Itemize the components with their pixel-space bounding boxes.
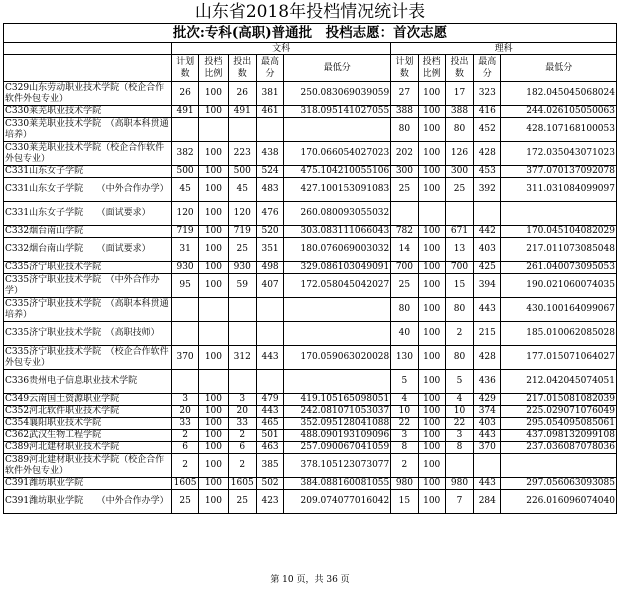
wenke-ratio-cell: [199, 298, 228, 322]
header-blank-2: [4, 55, 172, 82]
table-row: [4, 394, 617, 406]
wenke-plan-cell: 31: [171, 238, 198, 262]
like-admitted-cell: 25: [445, 178, 473, 202]
like-min-cell: [501, 202, 617, 226]
institution-name: C332烟台南山学院 （面试要求）: [4, 238, 172, 262]
wenke-min-cell: 378.105123073077: [284, 454, 391, 478]
col-header-admitted: 投出数: [445, 55, 473, 82]
wenke-admitted-cell: 312: [228, 346, 256, 370]
wenke-max-cell: [256, 298, 283, 322]
like-plan-cell: 10: [391, 406, 418, 418]
wenke-admitted-cell: 26: [228, 82, 256, 106]
wenke-plan-cell: 491: [171, 106, 198, 118]
institution-name: C331山东女子学院: [4, 166, 172, 178]
wenke-admitted-cell: 20: [228, 406, 256, 418]
like-max-cell: 284: [474, 490, 501, 514]
institution-name: C332烟台南山学院: [4, 226, 172, 238]
like-ratio-cell: 100: [418, 166, 445, 178]
wenke-admitted-cell: 45: [228, 178, 256, 202]
wenke-plan-cell: 45: [171, 178, 198, 202]
wenke-min-cell: 260.080093055032: [284, 202, 391, 226]
like-min-cell: 311.031084099097: [501, 178, 617, 202]
table-row: [4, 442, 617, 454]
wenke-min-cell: 419.105165098051: [284, 394, 391, 406]
like-max-cell: 425: [474, 262, 501, 274]
wenke-ratio-cell: [199, 370, 228, 394]
wenke-max-cell: 483: [256, 178, 283, 202]
like-min-cell: 377.070137092078: [501, 166, 617, 178]
header-blank: [4, 43, 172, 55]
wenke-max-cell: [256, 118, 283, 142]
like-min-cell: 295.054095085061: [501, 418, 617, 430]
wenke-ratio-cell: 100: [199, 202, 228, 226]
like-plan-cell: 4: [391, 394, 418, 406]
institution-name: C330莱芜职业技术学院（校企合作软件外包专业）: [4, 142, 172, 166]
institution-name: C335济宁职业技术学院: [4, 262, 172, 274]
like-plan-cell: 300: [391, 166, 418, 178]
wenke-ratio-cell: [199, 118, 228, 142]
like-plan-cell: 22: [391, 418, 418, 430]
wenke-admitted-cell: 2: [228, 430, 256, 442]
wenke-ratio-cell: 100: [199, 454, 228, 478]
like-plan-cell: 782: [391, 226, 418, 238]
wenke-admitted-cell: [228, 322, 256, 346]
wenke-plan-cell: 500: [171, 166, 198, 178]
institution-name: C389河北建材职业技术学院（校企合作软件外包专业）: [4, 454, 172, 478]
like-admitted-cell: 700: [445, 262, 473, 274]
like-plan-cell: 5: [391, 370, 418, 394]
like-min-cell: 217.015081082039: [501, 394, 617, 406]
wenke-ratio-cell: 100: [199, 346, 228, 370]
wenke-plan-cell: 26: [171, 82, 198, 106]
wenke-max-cell: 463: [256, 442, 283, 454]
like-admitted-cell: 671: [445, 226, 473, 238]
like-ratio-cell: 100: [418, 118, 445, 142]
like-admitted-cell: 300: [445, 166, 473, 178]
wenke-plan-cell: 370: [171, 346, 198, 370]
wenke-ratio-cell: 100: [199, 478, 228, 490]
wenke-plan-cell: 33: [171, 418, 198, 430]
wenke-plan-cell: 2: [171, 430, 198, 442]
table-row: [4, 178, 617, 202]
like-ratio-cell: 100: [418, 274, 445, 298]
wenke-ratio-cell: 100: [199, 142, 228, 166]
table-row: [4, 226, 617, 238]
wenke-min-cell: 170.066054027023: [284, 142, 391, 166]
wenke-admitted-cell: [228, 118, 256, 142]
institution-name: C391潍坊职业学院: [4, 478, 172, 490]
institution-name: C335济宁职业技术学院 （高职本科贯通培养）: [4, 298, 172, 322]
table-row: [4, 298, 617, 322]
group-header-like: 理科: [391, 43, 617, 55]
like-admitted-cell: 4: [445, 394, 473, 406]
wenke-max-cell: 498: [256, 262, 283, 274]
like-min-cell: [501, 454, 617, 478]
institution-name: C362武汉生物工程学院: [4, 430, 172, 442]
like-min-cell: 217.011073085048: [501, 238, 617, 262]
wenke-max-cell: 520: [256, 226, 283, 238]
col-header-plan: 计划数: [391, 55, 418, 82]
like-admitted-cell: 80: [445, 298, 473, 322]
wenke-plan-cell: [171, 322, 198, 346]
wenke-admitted-cell: 2: [228, 454, 256, 478]
wenke-max-cell: 479: [256, 394, 283, 406]
wenke-max-cell: 524: [256, 166, 283, 178]
wenke-plan-cell: 930: [171, 262, 198, 274]
wenke-min-cell: 170.059063020028: [284, 346, 391, 370]
wenke-ratio-cell: 100: [199, 490, 228, 514]
wenke-ratio-cell: 100: [199, 178, 228, 202]
wenke-max-cell: 476: [256, 202, 283, 226]
like-admitted-cell: 22: [445, 418, 473, 430]
like-plan-cell: 8: [391, 442, 418, 454]
wenke-min-cell: 488.090193109096: [284, 430, 391, 442]
like-plan-cell: 202: [391, 142, 418, 166]
like-admitted-cell: 80: [445, 346, 473, 370]
like-ratio-cell: 100: [418, 394, 445, 406]
wenke-max-cell: [256, 370, 283, 394]
like-ratio-cell: 100: [418, 430, 445, 442]
wenke-admitted-cell: 120: [228, 202, 256, 226]
wenke-ratio-cell: 100: [199, 430, 228, 442]
wenke-min-cell: 180.076069003032: [284, 238, 391, 262]
wenke-ratio-cell: 100: [199, 166, 228, 178]
wenke-plan-cell: 1605: [171, 478, 198, 490]
like-ratio-cell: 100: [418, 262, 445, 274]
table-row: [4, 322, 617, 346]
like-ratio-cell: 100: [418, 142, 445, 166]
like-ratio-cell: 100: [418, 322, 445, 346]
like-min-cell: 237.036087078036: [501, 442, 617, 454]
like-admitted-cell: 80: [445, 118, 473, 142]
institution-name: C331山东女子学院 （面试要求）: [4, 202, 172, 226]
like-max-cell: 394: [474, 274, 501, 298]
col-header-max: 最高分: [256, 55, 283, 82]
page-title: 山东省2018年投档情况统计表: [194, 2, 426, 22]
like-ratio-cell: 100: [418, 82, 445, 106]
like-max-cell: 323: [474, 82, 501, 106]
like-max-cell: 370: [474, 442, 501, 454]
like-admitted-cell: 7: [445, 490, 473, 514]
wenke-max-cell: [256, 322, 283, 346]
like-max-cell: 436: [474, 370, 501, 394]
group-header-wenke: 文科: [171, 43, 390, 55]
wenke-min-cell: 250.083069039059: [284, 82, 391, 106]
like-plan-cell: 80: [391, 298, 418, 322]
institution-name: C335济宁职业技术学院 （中外合作办学）: [4, 274, 172, 298]
like-min-cell: 244.026105050063: [501, 106, 617, 118]
wenke-max-cell: 438: [256, 142, 283, 166]
institution-name: C335济宁职业技术学院 （高职技师）: [4, 322, 172, 346]
wenke-ratio-cell: 100: [199, 394, 228, 406]
wenke-plan-cell: [171, 298, 198, 322]
like-ratio-cell: 100: [418, 454, 445, 478]
like-ratio-cell: 100: [418, 226, 445, 238]
col-header-plan: 计划数: [171, 55, 198, 82]
table-row: [4, 202, 617, 226]
wenke-admitted-cell: 500: [228, 166, 256, 178]
wenke-plan-cell: 382: [171, 142, 198, 166]
wenke-ratio-cell: 100: [199, 262, 228, 274]
institution-name: C330莱芜职业技术学院: [4, 106, 172, 118]
wenke-ratio-cell: 100: [199, 82, 228, 106]
like-admitted-cell: 980: [445, 478, 473, 490]
wenke-min-cell: [284, 298, 391, 322]
col-header-ratio: 投档比例: [418, 55, 445, 82]
wenke-admitted-cell: 3: [228, 394, 256, 406]
wenke-ratio-cell: 100: [199, 406, 228, 418]
like-min-cell: 437.098132099108: [501, 430, 617, 442]
wenke-admitted-cell: 223: [228, 142, 256, 166]
wenke-admitted-cell: 491: [228, 106, 256, 118]
like-ratio-cell: 100: [418, 406, 445, 418]
like-plan-cell: 700: [391, 262, 418, 274]
like-max-cell: [474, 202, 501, 226]
like-admitted-cell: 10: [445, 406, 473, 418]
table-row: [4, 346, 617, 370]
like-max-cell: 215: [474, 322, 501, 346]
wenke-plan-cell: 2: [171, 454, 198, 478]
wenke-min-cell: 427.100153091083: [284, 178, 391, 202]
wenke-max-cell: 502: [256, 478, 283, 490]
like-admitted-cell: 17: [445, 82, 473, 106]
wenke-max-cell: 423: [256, 490, 283, 514]
wenke-plan-cell: 25: [171, 490, 198, 514]
wenke-ratio-cell: 100: [199, 238, 228, 262]
wenke-min-cell: [284, 322, 391, 346]
like-min-cell: 430.100164099067: [501, 298, 617, 322]
wenke-min-cell: 352.095128041088: [284, 418, 391, 430]
like-plan-cell: 15: [391, 490, 418, 514]
like-min-cell: 225.029071076049: [501, 406, 617, 418]
like-max-cell: 428: [474, 142, 501, 166]
wenke-max-cell: 501: [256, 430, 283, 442]
wenke-plan-cell: 6: [171, 442, 198, 454]
like-min-cell: 172.035043071023: [501, 142, 617, 166]
wenke-admitted-cell: 25: [228, 490, 256, 514]
like-admitted-cell: [445, 454, 473, 478]
like-admitted-cell: 388: [445, 106, 473, 118]
wenke-max-cell: 443: [256, 406, 283, 418]
wenke-admitted-cell: 930: [228, 262, 256, 274]
institution-name: C354襄阳职业技术学院: [4, 418, 172, 430]
wenke-ratio-cell: 100: [199, 274, 228, 298]
like-ratio-cell: 100: [418, 442, 445, 454]
like-min-cell: 428.107168100053: [501, 118, 617, 142]
wenke-plan-cell: 719: [171, 226, 198, 238]
like-admitted-cell: 13: [445, 238, 473, 262]
like-ratio-cell: 100: [418, 298, 445, 322]
institution-name: C352河北软件职业技术学院: [4, 406, 172, 418]
wenke-min-cell: 209.074077016042: [284, 490, 391, 514]
institution-name: C336贵州电子信息职业技术学院: [4, 370, 172, 394]
wenke-plan-cell: [171, 118, 198, 142]
like-plan-cell: 40: [391, 322, 418, 346]
institution-name: C330莱芜职业技术学院 （高职本科贯通培养）: [4, 118, 172, 142]
table-row: [4, 406, 617, 418]
wenke-admitted-cell: [228, 298, 256, 322]
like-plan-cell: 25: [391, 274, 418, 298]
like-ratio-cell: 100: [418, 346, 445, 370]
wenke-max-cell: 443: [256, 346, 283, 370]
wenke-admitted-cell: 25: [228, 238, 256, 262]
wenke-min-cell: 384.088160081055: [284, 478, 391, 490]
like-max-cell: 392: [474, 178, 501, 202]
wenke-ratio-cell: [199, 322, 228, 346]
like-plan-cell: 388: [391, 106, 418, 118]
like-max-cell: 403: [474, 418, 501, 430]
like-min-cell: 261.040073095053: [501, 262, 617, 274]
batch-subtitle: 批次:专科(高职)普通批 投档志愿：首次志愿: [3, 23, 617, 43]
wenke-plan-cell: [171, 370, 198, 394]
table-row: [4, 238, 617, 262]
like-max-cell: 374: [474, 406, 501, 418]
table-row: [4, 490, 617, 514]
table-row: [4, 478, 617, 490]
like-plan-cell: 25: [391, 178, 418, 202]
like-min-cell: 226.016096074040: [501, 490, 617, 514]
like-ratio-cell: 100: [418, 106, 445, 118]
table-row: [4, 274, 617, 298]
wenke-min-cell: [284, 370, 391, 394]
col-header-ratio: 投档比例: [199, 55, 228, 82]
wenke-ratio-cell: 100: [199, 418, 228, 430]
like-max-cell: 428: [474, 346, 501, 370]
like-min-cell: 185.010062085028: [501, 322, 617, 346]
table-row: [4, 454, 617, 478]
institution-name: C349云南国土资源职业学院: [4, 394, 172, 406]
wenke-plan-cell: 95: [171, 274, 198, 298]
wenke-admitted-cell: 59: [228, 274, 256, 298]
wenke-plan-cell: 120: [171, 202, 198, 226]
wenke-ratio-cell: 100: [199, 106, 228, 118]
table-row: [4, 82, 617, 106]
like-admitted-cell: 8: [445, 442, 473, 454]
table-body: [4, 82, 617, 514]
like-min-cell: 297.056063093085: [501, 478, 617, 490]
table-row: [4, 430, 617, 442]
like-plan-cell: 80: [391, 118, 418, 142]
wenke-min-cell: 257.090067041059: [284, 442, 391, 454]
col-header-admitted: 投出数: [228, 55, 256, 82]
like-plan-cell: [391, 202, 418, 226]
like-max-cell: 429: [474, 394, 501, 406]
like-ratio-cell: [418, 202, 445, 226]
wenke-max-cell: 385: [256, 454, 283, 478]
wenke-admitted-cell: 1605: [228, 478, 256, 490]
like-min-cell: 177.015071064027: [501, 346, 617, 370]
table-row: [4, 118, 617, 142]
wenke-min-cell: 329.086103049091: [284, 262, 391, 274]
like-min-cell: 182.045045068024: [501, 82, 617, 106]
wenke-admitted-cell: 719: [228, 226, 256, 238]
like-ratio-cell: 100: [418, 370, 445, 394]
like-plan-cell: 27: [391, 82, 418, 106]
institution-name: C389河北建材职业技术学院: [4, 442, 172, 454]
like-max-cell: [474, 454, 501, 478]
like-plan-cell: 130: [391, 346, 418, 370]
wenke-min-cell: 242.081071053037: [284, 406, 391, 418]
like-min-cell: 190.021060074035: [501, 274, 617, 298]
like-max-cell: 416: [474, 106, 501, 118]
like-admitted-cell: 5: [445, 370, 473, 394]
institution-name: C329山东劳动职业技术学院（校企合作软件外包专业）: [4, 82, 172, 106]
wenke-max-cell: 381: [256, 82, 283, 106]
table-row: [4, 142, 617, 166]
wenke-min-cell: 318.095141027055: [284, 106, 391, 118]
table-row: [4, 166, 617, 178]
like-max-cell: 403: [474, 238, 501, 262]
table-row: [4, 370, 617, 394]
wenke-min-cell: [284, 118, 391, 142]
like-plan-cell: 980: [391, 478, 418, 490]
like-admitted-cell: 15: [445, 274, 473, 298]
like-admitted-cell: [445, 202, 473, 226]
col-header-min: 最低分: [501, 55, 617, 82]
like-max-cell: 442: [474, 226, 501, 238]
like-admitted-cell: 2: [445, 322, 473, 346]
institution-name: C391潍坊职业学院 （中外合作办学）: [4, 490, 172, 514]
wenke-min-cell: 303.083111066043: [284, 226, 391, 238]
wenke-max-cell: 461: [256, 106, 283, 118]
like-min-cell: 212.042045074051: [501, 370, 617, 394]
like-min-cell: 170.045104082029: [501, 226, 617, 238]
like-ratio-cell: 100: [418, 478, 445, 490]
like-max-cell: 443: [474, 298, 501, 322]
wenke-min-cell: 475.104210055106: [284, 166, 391, 178]
like-plan-cell: 14: [391, 238, 418, 262]
wenke-max-cell: 407: [256, 274, 283, 298]
institution-name: C335济宁职业技术学院 （校企合作软件外包专业）: [4, 346, 172, 370]
like-ratio-cell: 100: [418, 490, 445, 514]
admission-table: [3, 42, 617, 514]
like-ratio-cell: 100: [418, 418, 445, 430]
wenke-plan-cell: 20: [171, 406, 198, 418]
wenke-plan-cell: 3: [171, 394, 198, 406]
page-footer: 第 10 页，共 36 页: [270, 575, 350, 585]
like-admitted-cell: 126: [445, 142, 473, 166]
wenke-min-cell: 172.058045042027: [284, 274, 391, 298]
wenke-admitted-cell: 33: [228, 418, 256, 430]
like-max-cell: 443: [474, 430, 501, 442]
wenke-admitted-cell: 6: [228, 442, 256, 454]
like-plan-cell: 3: [391, 430, 418, 442]
table-row: [4, 262, 617, 274]
like-ratio-cell: 100: [418, 238, 445, 262]
institution-name: C331山东女子学院 （中外合作办学）: [4, 178, 172, 202]
wenke-max-cell: 351: [256, 238, 283, 262]
like-plan-cell: 2: [391, 454, 418, 478]
col-header-max: 最高分: [474, 55, 501, 82]
col-header-min: 最低分: [284, 55, 391, 82]
wenke-admitted-cell: [228, 370, 256, 394]
like-max-cell: 443: [474, 478, 501, 490]
like-max-cell: 453: [474, 166, 501, 178]
like-ratio-cell: 100: [418, 178, 445, 202]
wenke-max-cell: 465: [256, 418, 283, 430]
table-row: [4, 418, 617, 430]
like-max-cell: 452: [474, 118, 501, 142]
like-admitted-cell: 3: [445, 430, 473, 442]
wenke-ratio-cell: 100: [199, 226, 228, 238]
wenke-ratio-cell: 100: [199, 442, 228, 454]
table-row: [4, 106, 617, 118]
